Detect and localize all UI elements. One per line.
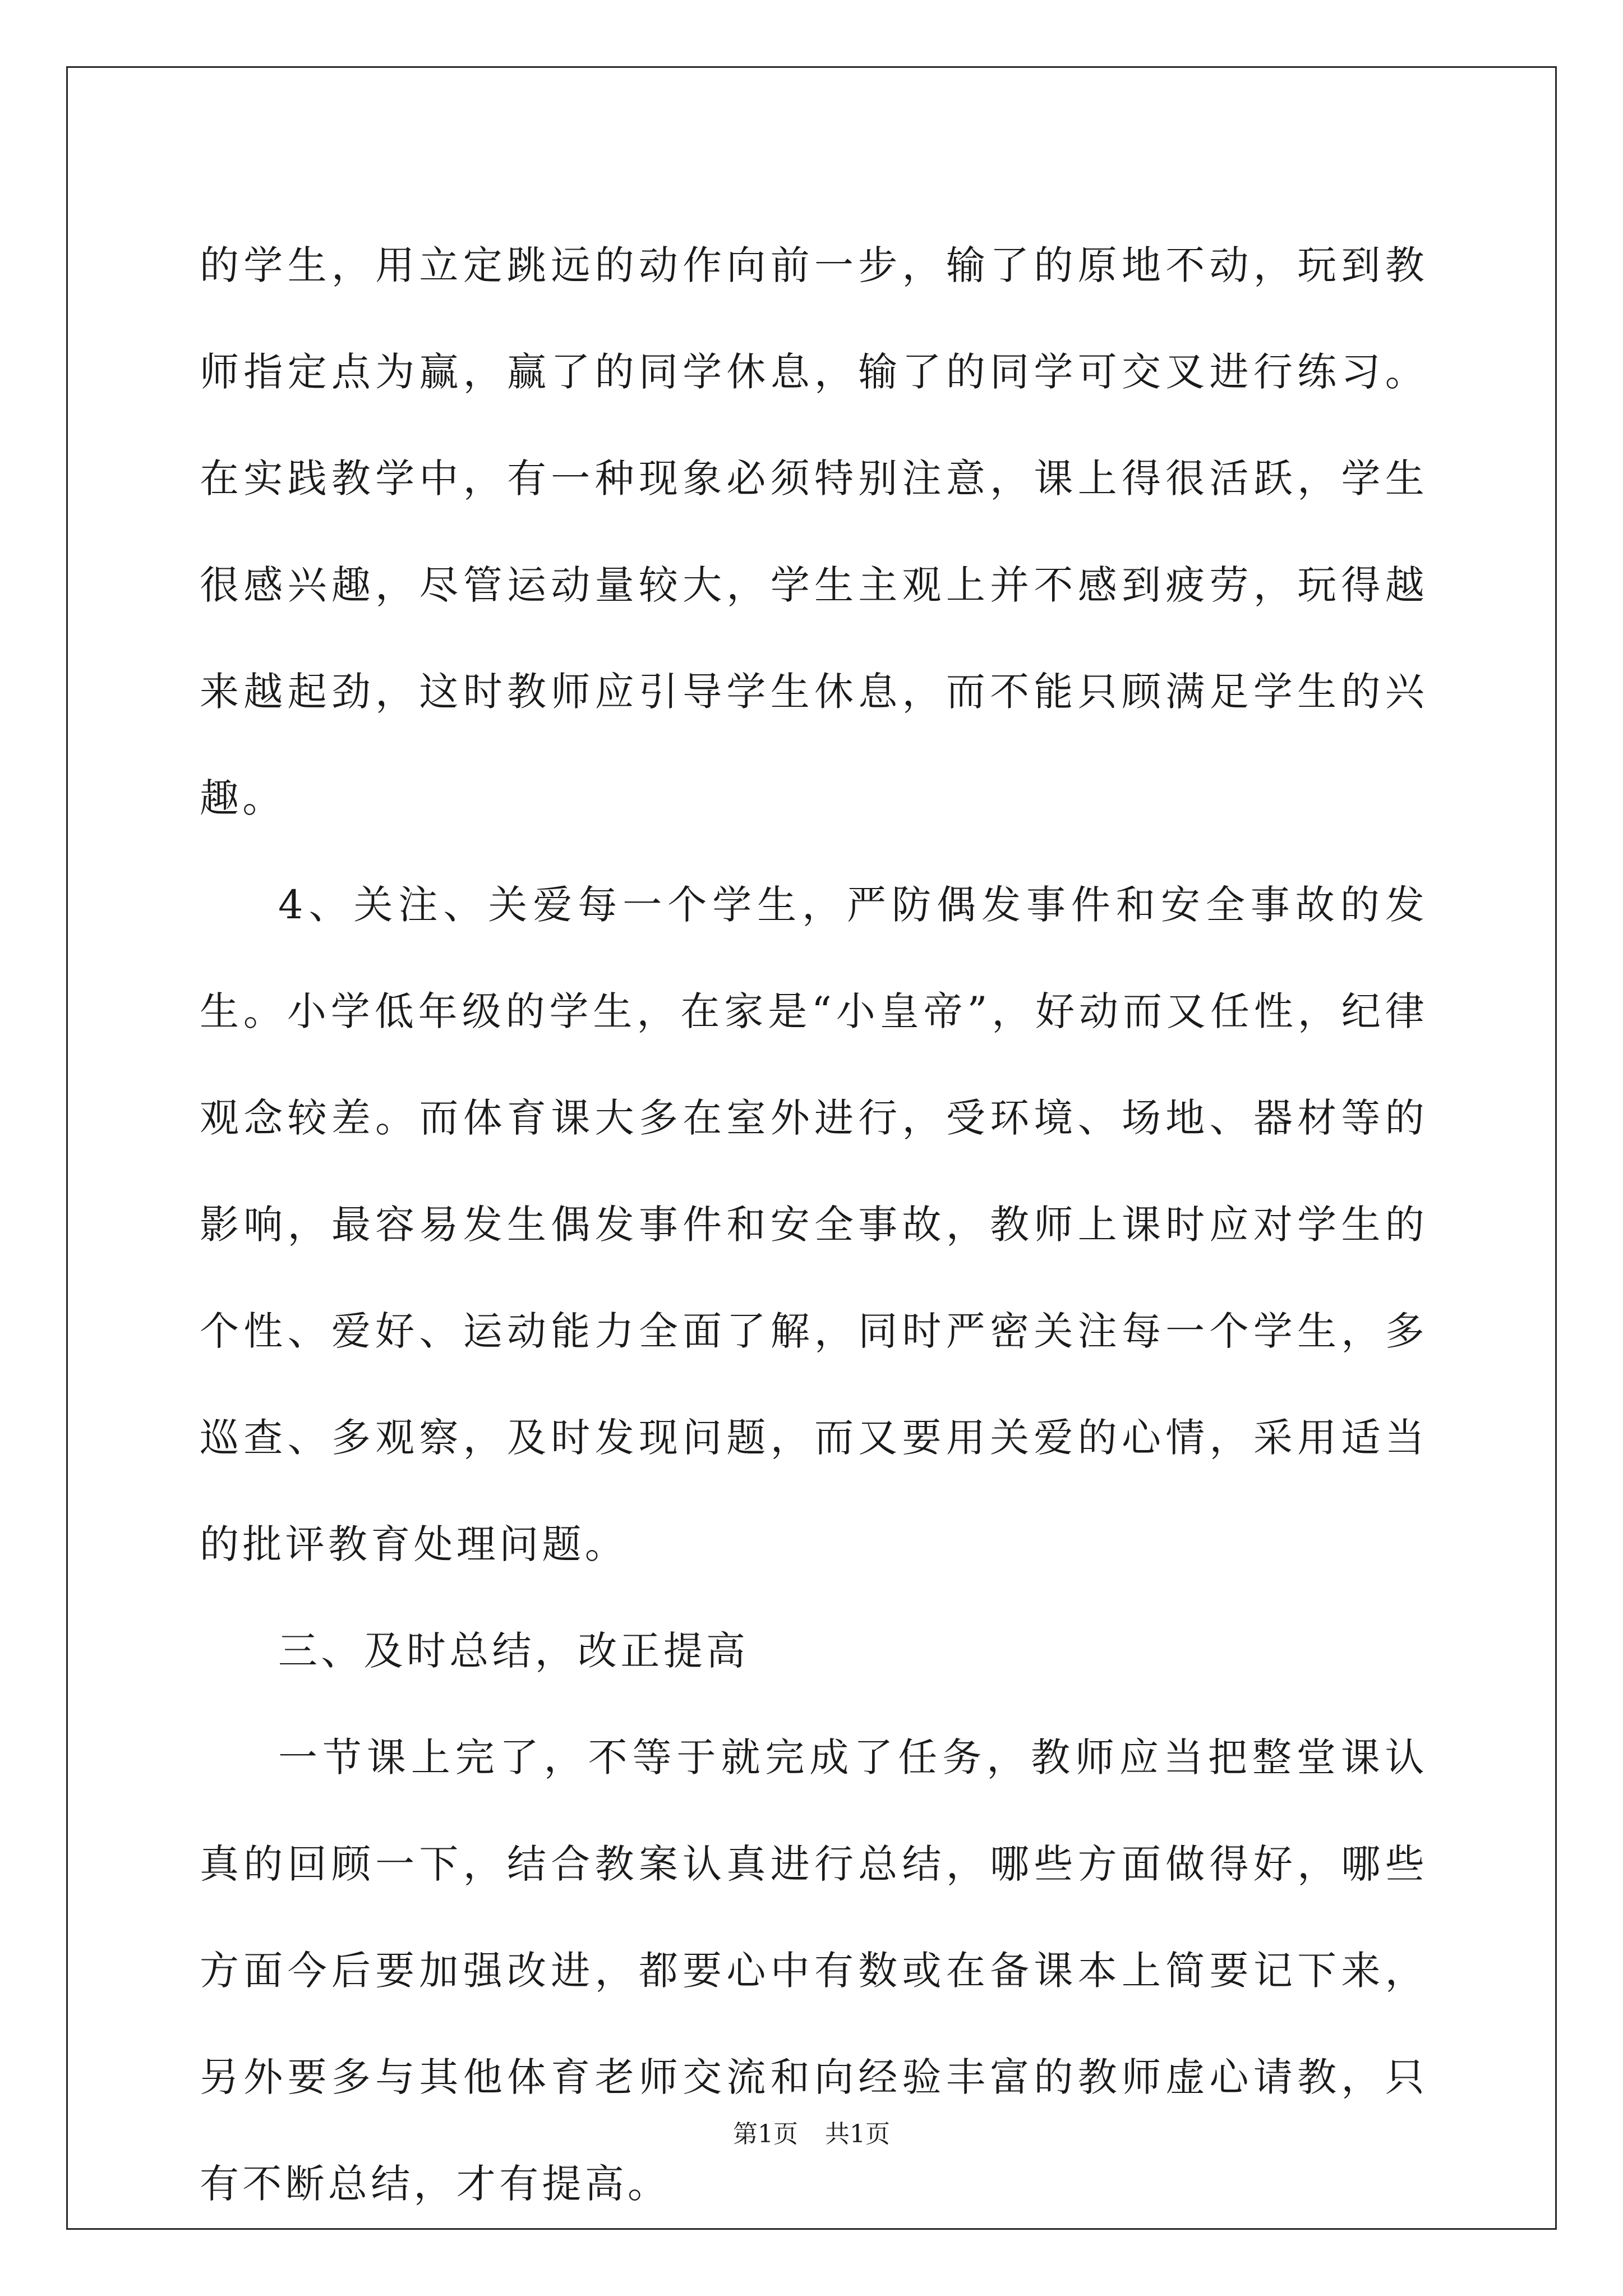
page-number-total: 共1页 xyxy=(825,2120,890,2148)
section-heading: 三、及时总结，改正提高 xyxy=(278,1628,749,1674)
document-body xyxy=(200,212,1428,2237)
paragraph-item-4: 4、关注、关爱每一个学生，严防偶发事件和安全事故的发生。小学低年级的学生，在家是“小皇帝”，好动而又任性，纪律观念较差。而体育课大多在室外进行，受环境、场地、器材等的影响，最容易发生偶发事件和安全事故，教师上课时应对学生的个性、爱好、运动能力全面了解，同时严密关注每一个学生，多巡查、多观察，及时发现问题，而又要用关爱的心情，采用适当的批评教育处理问题。 xyxy=(200,882,1428,1567)
paragraph-continuation: 的学生，用立定跳远的动作向前一步，输了的原地不动，玩到教师指定点为赢，赢了的同学休息，输了的同学可交叉进行练习。在实践教学中，有一种现象必须特别注意，课上得很活跃，学生很感兴趣，尽管运动量较大，学生主观上并不感到疲劳，玩得越来越起劲，这时教师应引导学生休息，而不能只顾满足学生的兴趣。 xyxy=(200,242,1428,821)
page-number-current: 第1页 xyxy=(733,2120,798,2148)
page-footer xyxy=(0,2114,1623,2150)
paragraph-summary: 一节课上完了，不等于就完成了任务，教师应当把整堂课认真的回顾一下，结合教案认真进行总结，哪些方面做得好，哪些方面今后要加强改进，都要心中有数或在备课本上简要记下来，另外要多与其他体育老师交流和向经验丰富的教师虚心请教，只有不断总结，才有提高。 xyxy=(200,1734,1428,2207)
